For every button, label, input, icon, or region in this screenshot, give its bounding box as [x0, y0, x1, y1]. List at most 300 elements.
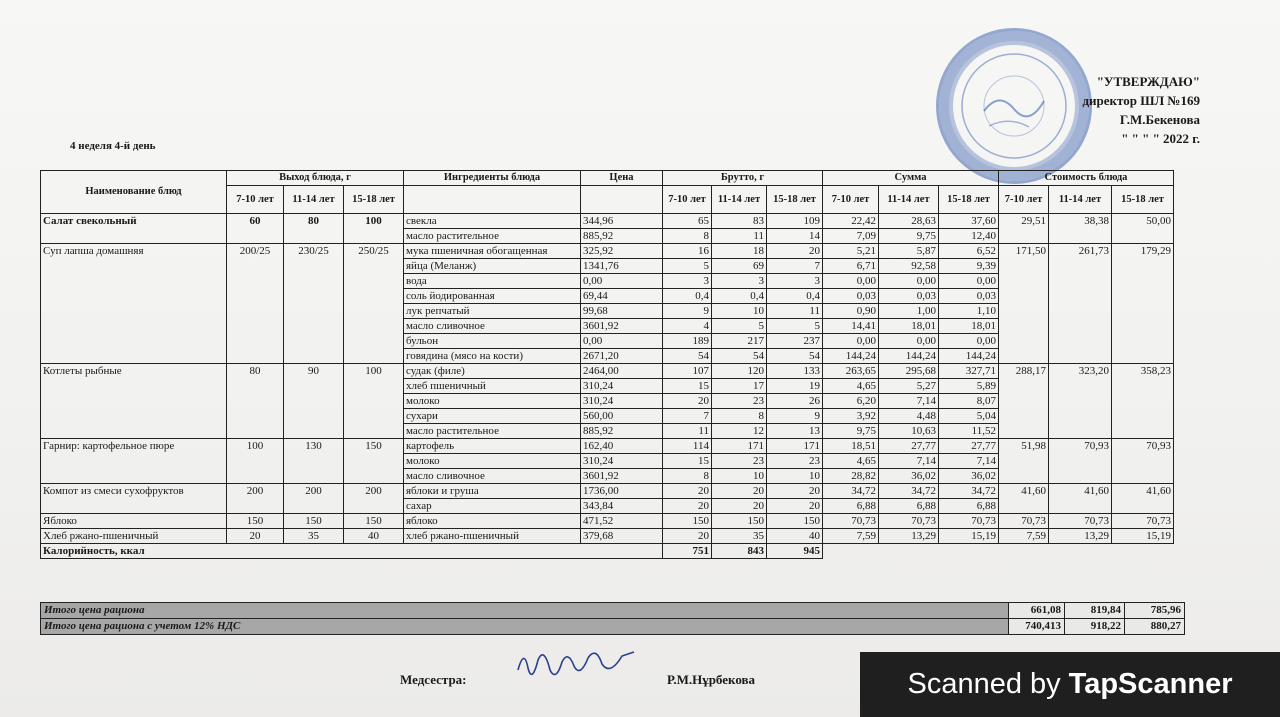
ingredient-name-cell: молоко — [404, 394, 581, 409]
cost-blank-cell — [1049, 469, 1112, 484]
sum-cell: 144,24 — [879, 349, 939, 364]
sum-cell: 5,27 — [879, 379, 939, 394]
price-cell: 0,00 — [581, 334, 663, 349]
total-label: Итого цена рациона с учетом 12% НДС — [41, 619, 1009, 635]
sum-cell: 295,68 — [879, 364, 939, 379]
gross-cell: 8 — [663, 229, 712, 244]
ingredient-name-cell: масло сливочное — [404, 469, 581, 484]
sum-cell: 9,75 — [823, 424, 879, 439]
yield-cell: 35 — [284, 529, 344, 544]
cost-blank-cell — [1112, 334, 1174, 349]
sum-cell: 18,51 — [823, 439, 879, 454]
ingredient-name-cell: яблоки и груша — [404, 484, 581, 499]
gross-cell: 20 — [767, 484, 823, 499]
cost-cell: 358,23 — [1112, 364, 1174, 379]
yield-cell: 150 — [227, 514, 284, 529]
sum-cell: 22,42 — [823, 214, 879, 229]
gross-cell: 171 — [767, 439, 823, 454]
yield-cell: 250/25 — [344, 244, 404, 364]
dish-name-cell: Салат свекольный — [41, 214, 227, 244]
ingredient-name-cell: вода — [404, 274, 581, 289]
sum-cell: 9,39 — [939, 259, 999, 274]
gross-cell: 5 — [663, 259, 712, 274]
gross-cell: 189 — [663, 334, 712, 349]
gross-cell: 15 — [663, 379, 712, 394]
gross-cell: 23 — [767, 454, 823, 469]
sum-cell: 27,77 — [879, 439, 939, 454]
total-row — [41, 603, 1185, 619]
sum-cell: 92,58 — [879, 259, 939, 274]
cost-blank-cell — [999, 499, 1049, 514]
header-cost-age2: 11-14 лет — [1049, 186, 1112, 214]
cost-cell: 261,73 — [1049, 244, 1112, 259]
nurse-label: Медсестра: — [400, 672, 467, 687]
gross-cell: 10 — [767, 469, 823, 484]
gross-cell: 150 — [767, 514, 823, 529]
gross-cell: 18 — [712, 244, 767, 259]
price-cell: 343,84 — [581, 499, 663, 514]
sum-cell: 34,72 — [939, 484, 999, 499]
cost-cell: 70,73 — [1049, 514, 1112, 529]
price-cell: 310,24 — [581, 454, 663, 469]
gross-cell: 107 — [663, 364, 712, 379]
yield-cell: 230/25 — [284, 244, 344, 364]
cost-blank-cell — [999, 319, 1049, 334]
header-cost-age3: 15-18 лет — [1112, 186, 1174, 214]
cost-blank-cell — [1049, 424, 1112, 439]
gross-cell: 8 — [663, 469, 712, 484]
sum-cell: 3,92 — [823, 409, 879, 424]
gross-cell: 20 — [663, 484, 712, 499]
cost-cell: 288,17 — [999, 364, 1049, 379]
calories-value: 843 — [712, 544, 767, 559]
sum-cell: 7,14 — [939, 454, 999, 469]
price-cell: 1736,00 — [581, 484, 663, 499]
gross-cell: 14 — [767, 229, 823, 244]
yield-cell: 150 — [284, 514, 344, 529]
yield-cell: 100 — [344, 214, 404, 244]
header-gross: Брутто, г — [663, 171, 823, 186]
gross-cell: 26 — [767, 394, 823, 409]
cost-blank-cell — [1049, 274, 1112, 289]
table-row — [41, 439, 1174, 454]
ingredient-name-cell: мука пшеничная обогащенная — [404, 244, 581, 259]
header-gross-age1: 7-10 лет — [663, 186, 712, 214]
header-ingredients: Ингредиенты блюда — [404, 171, 581, 186]
ingredient-name-cell: сахар — [404, 499, 581, 514]
dish-name-cell: Хлеб ржано-пшеничный — [41, 529, 227, 544]
sum-cell: 28,63 — [879, 214, 939, 229]
gross-cell: 23 — [712, 454, 767, 469]
ingredient-name-cell: молоко — [404, 454, 581, 469]
yield-cell: 200 — [344, 484, 404, 514]
table-row — [41, 514, 1174, 529]
sum-cell: 14,41 — [823, 319, 879, 334]
header-dish: Наименование блюд — [41, 171, 227, 214]
gross-cell: 20 — [767, 244, 823, 259]
sum-cell: 1,00 — [879, 304, 939, 319]
dish-name-cell: Гарнир: картофельное пюре — [41, 439, 227, 484]
header-sum-age2: 11-14 лет — [879, 186, 939, 214]
cost-blank-cell — [1112, 274, 1174, 289]
approval-name: Г.М.Бекенова — [1119, 112, 1200, 127]
ingredient-name-cell: яблоко — [404, 514, 581, 529]
header-sum: Сумма — [823, 171, 999, 186]
cost-blank-cell — [999, 259, 1049, 274]
ingredient-name-cell: масло растительное — [404, 424, 581, 439]
cost-blank-cell — [999, 424, 1049, 439]
sum-cell: 0,00 — [939, 274, 999, 289]
price-cell: 310,24 — [581, 394, 663, 409]
yield-cell: 20 — [227, 529, 284, 544]
dish-name-cell: Котлеты рыбные — [41, 364, 227, 439]
calories-value: 751 — [663, 544, 712, 559]
cost-blank-cell — [999, 454, 1049, 469]
price-cell: 560,00 — [581, 409, 663, 424]
cost-blank-cell — [1112, 409, 1174, 424]
cost-blank-cell — [1112, 319, 1174, 334]
sum-cell: 4,48 — [879, 409, 939, 424]
cost-blank-cell — [1049, 304, 1112, 319]
cost-blank-cell — [1112, 289, 1174, 304]
cost-blank-cell — [1049, 499, 1112, 514]
yield-cell: 100 — [344, 364, 404, 439]
sum-cell: 13,29 — [879, 529, 939, 544]
ingredient-name-cell: говядина (мясо на кости) — [404, 349, 581, 364]
cost-blank-cell — [1049, 409, 1112, 424]
ingredient-name-cell: бульон — [404, 334, 581, 349]
sum-cell: 7,09 — [823, 229, 879, 244]
cost-blank-cell — [999, 379, 1049, 394]
sum-cell: 10,63 — [879, 424, 939, 439]
gross-cell: 11 — [767, 304, 823, 319]
cost-blank-cell — [999, 304, 1049, 319]
cost-cell: 70,93 — [1112, 439, 1174, 454]
gross-cell: 133 — [767, 364, 823, 379]
cost-blank-cell — [1049, 289, 1112, 304]
price-cell: 344,96 — [581, 214, 663, 229]
week-day-label: 4 неделя 4-й день — [70, 140, 156, 152]
header-sum-age3: 15-18 лет — [939, 186, 999, 214]
sum-cell: 70,73 — [879, 514, 939, 529]
sum-cell: 7,59 — [823, 529, 879, 544]
ingredient-name-cell: яйца (Меланж) — [404, 259, 581, 274]
gross-cell: 83 — [712, 214, 767, 229]
cost-cell: 41,60 — [999, 484, 1049, 499]
nurse-name: Р.М.Нұрбекова — [667, 672, 756, 687]
sum-cell: 0,00 — [939, 334, 999, 349]
cost-blank-cell — [1112, 259, 1174, 274]
price-cell: 471,52 — [581, 514, 663, 529]
cost-blank-cell — [1049, 334, 1112, 349]
total-row — [41, 619, 1185, 635]
gross-cell: 150 — [663, 514, 712, 529]
sum-cell: 28,82 — [823, 469, 879, 484]
sum-cell: 8,07 — [939, 394, 999, 409]
dish-name-cell: Суп лапша домашняя — [41, 244, 227, 364]
yield-cell: 80 — [284, 214, 344, 244]
gross-cell: 11 — [712, 229, 767, 244]
sum-cell: 7,14 — [879, 394, 939, 409]
gross-cell: 54 — [767, 349, 823, 364]
sum-cell: 6,88 — [879, 499, 939, 514]
table-row — [41, 244, 1174, 259]
dish-name-cell: Яблоко — [41, 514, 227, 529]
cost-blank-cell — [1049, 259, 1112, 274]
gross-cell: 3 — [767, 274, 823, 289]
gross-cell: 20 — [663, 394, 712, 409]
gross-cell: 20 — [767, 499, 823, 514]
price-cell: 162,40 — [581, 439, 663, 454]
cost-blank-cell — [999, 469, 1049, 484]
gross-cell: 4 — [663, 319, 712, 334]
cost-blank-cell — [999, 409, 1049, 424]
cost-blank-cell — [1112, 499, 1174, 514]
header-sum-age1: 7-10 лет — [823, 186, 879, 214]
cost-cell: 7,59 — [999, 529, 1049, 544]
price-cell: 885,92 — [581, 424, 663, 439]
gross-cell: 5 — [712, 319, 767, 334]
gross-cell: 5 — [767, 319, 823, 334]
cost-cell: 70,73 — [999, 514, 1049, 529]
cost-blank-cell — [999, 394, 1049, 409]
yield-cell: 200 — [227, 484, 284, 514]
sum-cell: 0,00 — [879, 274, 939, 289]
cost-blank-cell — [1112, 469, 1174, 484]
yield-cell: 200 — [284, 484, 344, 514]
sum-cell: 0,03 — [879, 289, 939, 304]
ingredient-name-cell: хлеб ржано-пшеничный — [404, 529, 581, 544]
gross-cell: 114 — [663, 439, 712, 454]
sum-cell: 6,88 — [939, 499, 999, 514]
ingredient-name-cell: масло сливочное — [404, 319, 581, 334]
sum-cell: 0,00 — [823, 274, 879, 289]
gross-cell: 69 — [712, 259, 767, 274]
header-yield-age2: 11-14 лет — [284, 186, 344, 214]
calories-value: 945 — [767, 544, 823, 559]
header-price: Цена — [581, 171, 663, 186]
sum-cell: 18,01 — [939, 319, 999, 334]
cost-cell: 29,51 — [999, 214, 1049, 229]
menu-table — [40, 170, 1174, 559]
gross-cell: 10 — [712, 469, 767, 484]
yield-cell: 40 — [344, 529, 404, 544]
header-cost-age1: 7-10 лет — [999, 186, 1049, 214]
sum-cell: 6,88 — [823, 499, 879, 514]
cost-cell: 38,38 — [1049, 214, 1112, 229]
cost-blank-cell — [1112, 424, 1174, 439]
cost-blank-cell — [1112, 349, 1174, 364]
sum-cell: 4,65 — [823, 454, 879, 469]
sum-cell: 18,01 — [879, 319, 939, 334]
cost-cell: 70,93 — [1049, 439, 1112, 454]
gross-cell: 0,4 — [712, 289, 767, 304]
table-row — [41, 364, 1174, 379]
sum-cell: 70,73 — [823, 514, 879, 529]
sum-cell: 15,19 — [939, 529, 999, 544]
yield-cell: 150 — [344, 514, 404, 529]
ingredient-name-cell: сухари — [404, 409, 581, 424]
calories-label: Калорийность, ккал — [41, 544, 663, 559]
gross-cell: 237 — [767, 334, 823, 349]
price-cell: 69,44 — [581, 289, 663, 304]
gross-cell: 40 — [767, 529, 823, 544]
gross-cell: 15 — [663, 454, 712, 469]
gross-cell: 35 — [712, 529, 767, 544]
gross-cell: 217 — [712, 334, 767, 349]
header-ingredients-blank — [404, 186, 581, 214]
yield-cell: 200/25 — [227, 244, 284, 364]
gross-cell: 16 — [663, 244, 712, 259]
sum-cell: 7,14 — [879, 454, 939, 469]
sum-cell: 0,03 — [939, 289, 999, 304]
sum-cell: 327,71 — [939, 364, 999, 379]
cost-blank-cell — [1049, 394, 1112, 409]
price-cell: 2671,20 — [581, 349, 663, 364]
price-cell: 379,68 — [581, 529, 663, 544]
cost-blank-cell — [999, 349, 1049, 364]
sum-cell: 70,73 — [939, 514, 999, 529]
total-value: 819,84 — [1065, 603, 1125, 619]
cost-blank-cell — [1049, 319, 1112, 334]
scanner-watermark-banner — [860, 652, 1280, 717]
cost-blank-cell — [1049, 229, 1112, 244]
header-cost: Стоимость блюда — [999, 171, 1174, 186]
cost-cell: 179,29 — [1112, 244, 1174, 259]
header-price-blank — [581, 186, 663, 214]
yield-cell: 80 — [227, 364, 284, 439]
gross-cell: 12 — [712, 424, 767, 439]
cost-cell: 15,19 — [1112, 529, 1174, 544]
total-value: 785,96 — [1125, 603, 1185, 619]
sum-cell: 34,72 — [823, 484, 879, 499]
cost-blank-cell — [1049, 379, 1112, 394]
price-cell: 885,92 — [581, 229, 663, 244]
ingredient-name-cell: свекла — [404, 214, 581, 229]
sum-cell: 4,65 — [823, 379, 879, 394]
yield-cell: 90 — [284, 364, 344, 439]
gross-cell: 3 — [663, 274, 712, 289]
gross-cell: 10 — [712, 304, 767, 319]
price-cell: 2464,00 — [581, 364, 663, 379]
price-cell: 0,00 — [581, 274, 663, 289]
dish-name-cell: Компот из смеси сухофруктов — [41, 484, 227, 514]
table-row — [41, 484, 1174, 499]
totals-table — [40, 602, 1185, 635]
cost-cell: 171,50 — [999, 244, 1049, 259]
cost-cell: 51,98 — [999, 439, 1049, 454]
cost-blank-cell — [1112, 454, 1174, 469]
cost-blank-cell — [1049, 349, 1112, 364]
sum-cell: 144,24 — [939, 349, 999, 364]
ingredient-name-cell: судак (филе) — [404, 364, 581, 379]
ingredient-name-cell: хлеб пшеничный — [404, 379, 581, 394]
cost-cell: 50,00 — [1112, 214, 1174, 229]
watermark-brand: TapScanner — [1068, 668, 1233, 700]
yield-cell: 100 — [227, 439, 284, 484]
total-label: Итого цена рациона — [41, 603, 1009, 619]
sum-cell: 144,24 — [823, 349, 879, 364]
header-yield-age3: 15-18 лет — [344, 186, 404, 214]
cost-cell: 41,60 — [1049, 484, 1112, 499]
gross-cell: 8 — [712, 409, 767, 424]
gross-cell: 23 — [712, 394, 767, 409]
sum-cell: 12,40 — [939, 229, 999, 244]
gross-cell: 9 — [767, 409, 823, 424]
gross-cell: 54 — [712, 349, 767, 364]
sum-cell: 0,90 — [823, 304, 879, 319]
sum-cell: 5,87 — [879, 244, 939, 259]
gross-cell: 3 — [712, 274, 767, 289]
sum-cell: 5,89 — [939, 379, 999, 394]
yield-cell: 130 — [284, 439, 344, 484]
yield-cell: 60 — [227, 214, 284, 244]
gross-cell: 17 — [712, 379, 767, 394]
total-value: 880,27 — [1125, 619, 1185, 635]
nurse-signature-icon — [510, 640, 640, 690]
sum-cell: 37,60 — [939, 214, 999, 229]
sum-cell: 34,72 — [879, 484, 939, 499]
cost-cell: 41,60 — [1112, 484, 1174, 499]
watermark-prefix: Scanned by — [907, 668, 1061, 700]
gross-cell: 150 — [712, 514, 767, 529]
total-value: 740,413 — [1009, 619, 1065, 635]
gross-cell: 20 — [712, 499, 767, 514]
price-cell: 310,24 — [581, 379, 663, 394]
ingredient-name-cell: масло растительное — [404, 229, 581, 244]
sum-cell: 0,03 — [823, 289, 879, 304]
sum-cell: 5,04 — [939, 409, 999, 424]
cost-cell: 323,20 — [1049, 364, 1112, 379]
cost-blank-cell — [999, 274, 1049, 289]
cost-cell: 13,29 — [1049, 529, 1112, 544]
sum-cell: 0,00 — [879, 334, 939, 349]
sum-cell: 6,20 — [823, 394, 879, 409]
approval-block — [1000, 72, 1200, 148]
gross-cell: 11 — [663, 424, 712, 439]
gross-cell: 54 — [663, 349, 712, 364]
header-yield: Выход блюда, г — [227, 171, 404, 186]
sum-cell: 6,52 — [939, 244, 999, 259]
header-gross-age2: 11-14 лет — [712, 186, 767, 214]
price-cell: 99,68 — [581, 304, 663, 319]
ingredient-name-cell: соль йодированная — [404, 289, 581, 304]
cost-blank-cell — [999, 334, 1049, 349]
gross-cell: 0,4 — [663, 289, 712, 304]
gross-cell: 120 — [712, 364, 767, 379]
gross-cell: 109 — [767, 214, 823, 229]
gross-cell: 7 — [663, 409, 712, 424]
sum-cell: 6,71 — [823, 259, 879, 274]
cost-blank-cell — [1112, 229, 1174, 244]
cost-blank-cell — [1049, 454, 1112, 469]
calories-row — [41, 544, 1174, 559]
cost-blank-cell — [1112, 304, 1174, 319]
approval-date: " " " " 2022 г. — [1121, 131, 1200, 146]
gross-cell: 19 — [767, 379, 823, 394]
approval-title: "УТВЕРЖДАЮ" — [1096, 74, 1200, 89]
ingredient-name-cell: лук репчатый — [404, 304, 581, 319]
sum-cell: 0,00 — [823, 334, 879, 349]
price-cell: 3601,92 — [581, 469, 663, 484]
gross-cell: 20 — [663, 499, 712, 514]
total-value: 661,08 — [1009, 603, 1065, 619]
header-yield-age1: 7-10 лет — [227, 186, 284, 214]
cost-blank-cell — [999, 229, 1049, 244]
sum-cell: 263,65 — [823, 364, 879, 379]
gross-cell: 171 — [712, 439, 767, 454]
ingredient-name-cell: картофель — [404, 439, 581, 454]
